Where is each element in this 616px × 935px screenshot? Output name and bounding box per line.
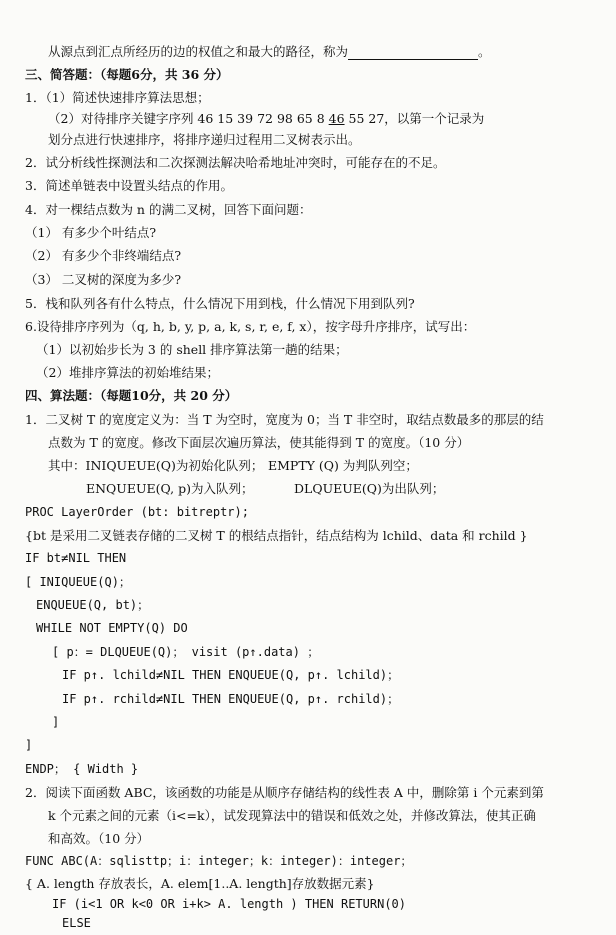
alg1-line1: 1．二叉树 T 的宽度定义为：当 T 为空时，宽度为 0；当 T 非空时，取结点数最多的那层的结 [25,412,544,427]
answer-blank [348,44,478,60]
q1-part2: （2）对待排序关键字序列 46 15 39 72 98 65 8 46 55 27，以第一个记录为 [48,111,485,126]
code-line: ENQUEUE(Q, bt)； [36,598,150,612]
q4-sub2: （2） 有多少个非终端结点? [25,248,182,263]
q6: 6.设待排序序列为（q, h, b, y, p, a, k, s, r, e, f, x），按字母升序排序，试写出： [25,319,476,334]
code-line: ELSE [62,916,91,930]
code-line: WHILE NOT EMPTY(Q) DO [36,621,188,635]
line-longest-path: 从源点到汇点所经历的边的权值之和最大的路径，称为 。 [48,44,491,59]
code-endp: ENDP； { Width } [25,762,139,776]
code-line: ] [25,738,33,752]
code-line: IF p↑. rchild≠NIL THEN ENQUEUE(Q, p↑. rchild)； [62,692,400,706]
alg1-def-iniqueue: 其中：INIQUEUE(Q)为初始化队列； [48,458,264,473]
q2: 2．试分析线性探测法和二次探测法解决哈希地址冲突时，可能存在的不足。 [25,155,446,170]
alg2-line3: 和高效。（10 分） [48,831,150,846]
code-comment: { A. length 存放表长，A. elem[1..A. length]存放数据元素} [25,876,375,891]
section-short-answer-heading: 三、简答题：（每题6分，共 36 分） [25,67,229,82]
q4: 4．对一棵结点数为 n 的满二叉树，回答下面问题： [25,202,312,217]
alg1-def-dlqueue: DLQUEUE(Q)为出队列； [294,481,445,496]
code-line: IF p↑. lchild≠NIL THEN ENQUEUE(Q, p↑. lchild)； [62,668,400,682]
code-line: [ INIQUEUE(Q)； [25,575,131,589]
alg1-line2: 点数为 T 的宽度。修改下面层次遍历算法，使其能得到 T 的宽度。（10 分） [48,435,470,450]
q1-part2-cont: 划分点进行快速排序，将排序递归过程用二叉树表示出。 [48,132,361,147]
code-func-header: FUNC ABC(A：sqlisttp；i：integer；k：integer)：integer； [25,854,413,868]
q5: 5．栈和队列各有什么特点，什么情况下用到栈，什么情况下用到队列? [25,296,415,311]
alg2-line1: 2．阅读下面函数 ABC，该函数的功能是从顺序存储结构的线性表 A 中，删除第 i 个元素到第 [25,785,544,800]
q3: 3．简述单链表中设置头结点的作用。 [25,178,233,193]
code-proc-header: PROC LayerOrder (bt: bitreptr); [25,505,249,519]
alg1-def-enqueue: ENQUEUE(Q, p)为入队列； [86,481,254,496]
alg1-def-empty: EMPTY (Q) 为判队列空； [268,458,418,473]
code-line: [ p：= DLQUEUE(Q)； visit (p↑.data) ； [52,645,320,659]
q6-sub1: （1）以初始步长为 3 的 shell 排序算法第一趟的结果； [36,342,348,357]
code-line: ] [52,715,60,729]
code-line: IF bt≠NIL THEN [25,551,127,565]
code-line: IF (i<1 OR k<0 OR i+k> A. length ) THEN RETURN(0) [52,897,407,911]
q1-part1: 1．（1）简述快速排序算法思想； [25,90,210,105]
alg2-line2: k 个元素之间的元素（i<=k），试发现算法中的错误和低效之处，并修改算法，使其正确 [48,808,536,823]
code-comment: {bt 是采用二叉链表存储的二叉树 T 的根结点指针，结点结构为 lchild、data 和 rchild } [25,528,528,543]
q6-sub2: （2）堆排序算法的初始堆结果； [36,365,219,380]
q4-sub3: （3） 二叉树的深度为多少? [25,272,182,287]
q4-sub1: （1） 有多少个叶结点? [25,225,157,240]
section-algorithm-heading: 四、算法题：（每题10分，共 20 分） [25,388,238,403]
